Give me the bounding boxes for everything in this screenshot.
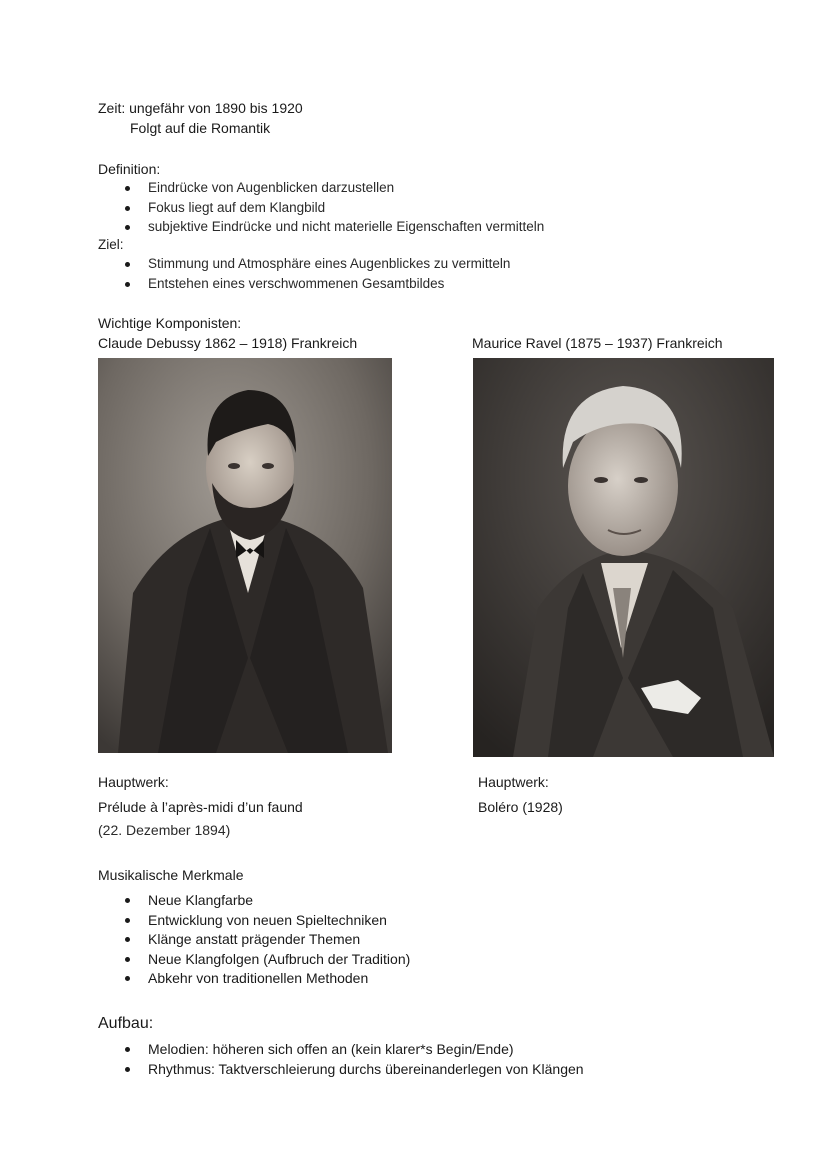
debussy-portrait bbox=[98, 358, 392, 753]
aufbau-heading: Aufbau: bbox=[98, 1015, 154, 1032]
definition-heading: Definition: bbox=[98, 161, 161, 177]
merkmale-list bbox=[122, 891, 410, 989]
list-item: Entwicklung von neuen Spieltechniken bbox=[122, 911, 410, 931]
list-item: Eindrücke von Augenblicken darzustellen bbox=[122, 179, 544, 199]
definition-list bbox=[122, 179, 544, 238]
list-item: Abkehr von traditionellen Methoden bbox=[122, 969, 410, 989]
list-item: Rhythmus: Taktverschleierung durchs übereinanderlegen von Klängen bbox=[122, 1060, 584, 1080]
ziel-heading: Ziel: bbox=[98, 237, 124, 252]
list-item: subjektive Eindrücke und nicht materielle Eigenschaften vermitteln bbox=[122, 218, 544, 238]
merkmale-heading: Musikalische Merkmale bbox=[98, 867, 244, 883]
list-item: Entstehen eines verschwommenen Gesamtbildes bbox=[122, 275, 510, 295]
zeit-line: Zeit: ungefähr von 1890 bis 1920 bbox=[98, 100, 303, 116]
ravel-portrait bbox=[473, 358, 774, 757]
list-item: Stimmung und Atmosphäre eines Augenblickes zu vermitteln bbox=[122, 255, 510, 275]
debussy-hauptwerk-date: (22. Dezember 1894) bbox=[98, 822, 231, 838]
list-item: Neue Klangfolgen (Aufbruch der Tradition) bbox=[122, 950, 410, 970]
list-item: Klänge anstatt prägender Themen bbox=[122, 930, 410, 950]
aufbau-list bbox=[122, 1040, 584, 1079]
ravel-hauptwerk-label: Hauptwerk: bbox=[478, 774, 549, 790]
list-item: Fokus liegt auf dem Klangbild bbox=[122, 199, 544, 219]
ravel-name: Maurice Ravel (1875 – 1937) Frankreich bbox=[472, 335, 723, 351]
komponisten-heading: Wichtige Komponisten: bbox=[98, 315, 242, 331]
list-item: Neue Klangfarbe bbox=[122, 891, 410, 911]
debussy-hauptwerk: Prélude à l’après-midi d’un faund bbox=[98, 799, 303, 815]
debussy-name: Claude Debussy 1862 – 1918) Frankreich bbox=[98, 335, 358, 351]
debussy-hauptwerk-label: Hauptwerk: bbox=[98, 774, 169, 790]
zeit-subline: Folgt auf die Romantik bbox=[130, 120, 271, 136]
list-item: Melodien: höheren sich offen an (kein klarer*s Begin/Ende) bbox=[122, 1040, 584, 1060]
ziel-list bbox=[122, 255, 510, 294]
ravel-hauptwerk: Boléro (1928) bbox=[478, 799, 563, 815]
